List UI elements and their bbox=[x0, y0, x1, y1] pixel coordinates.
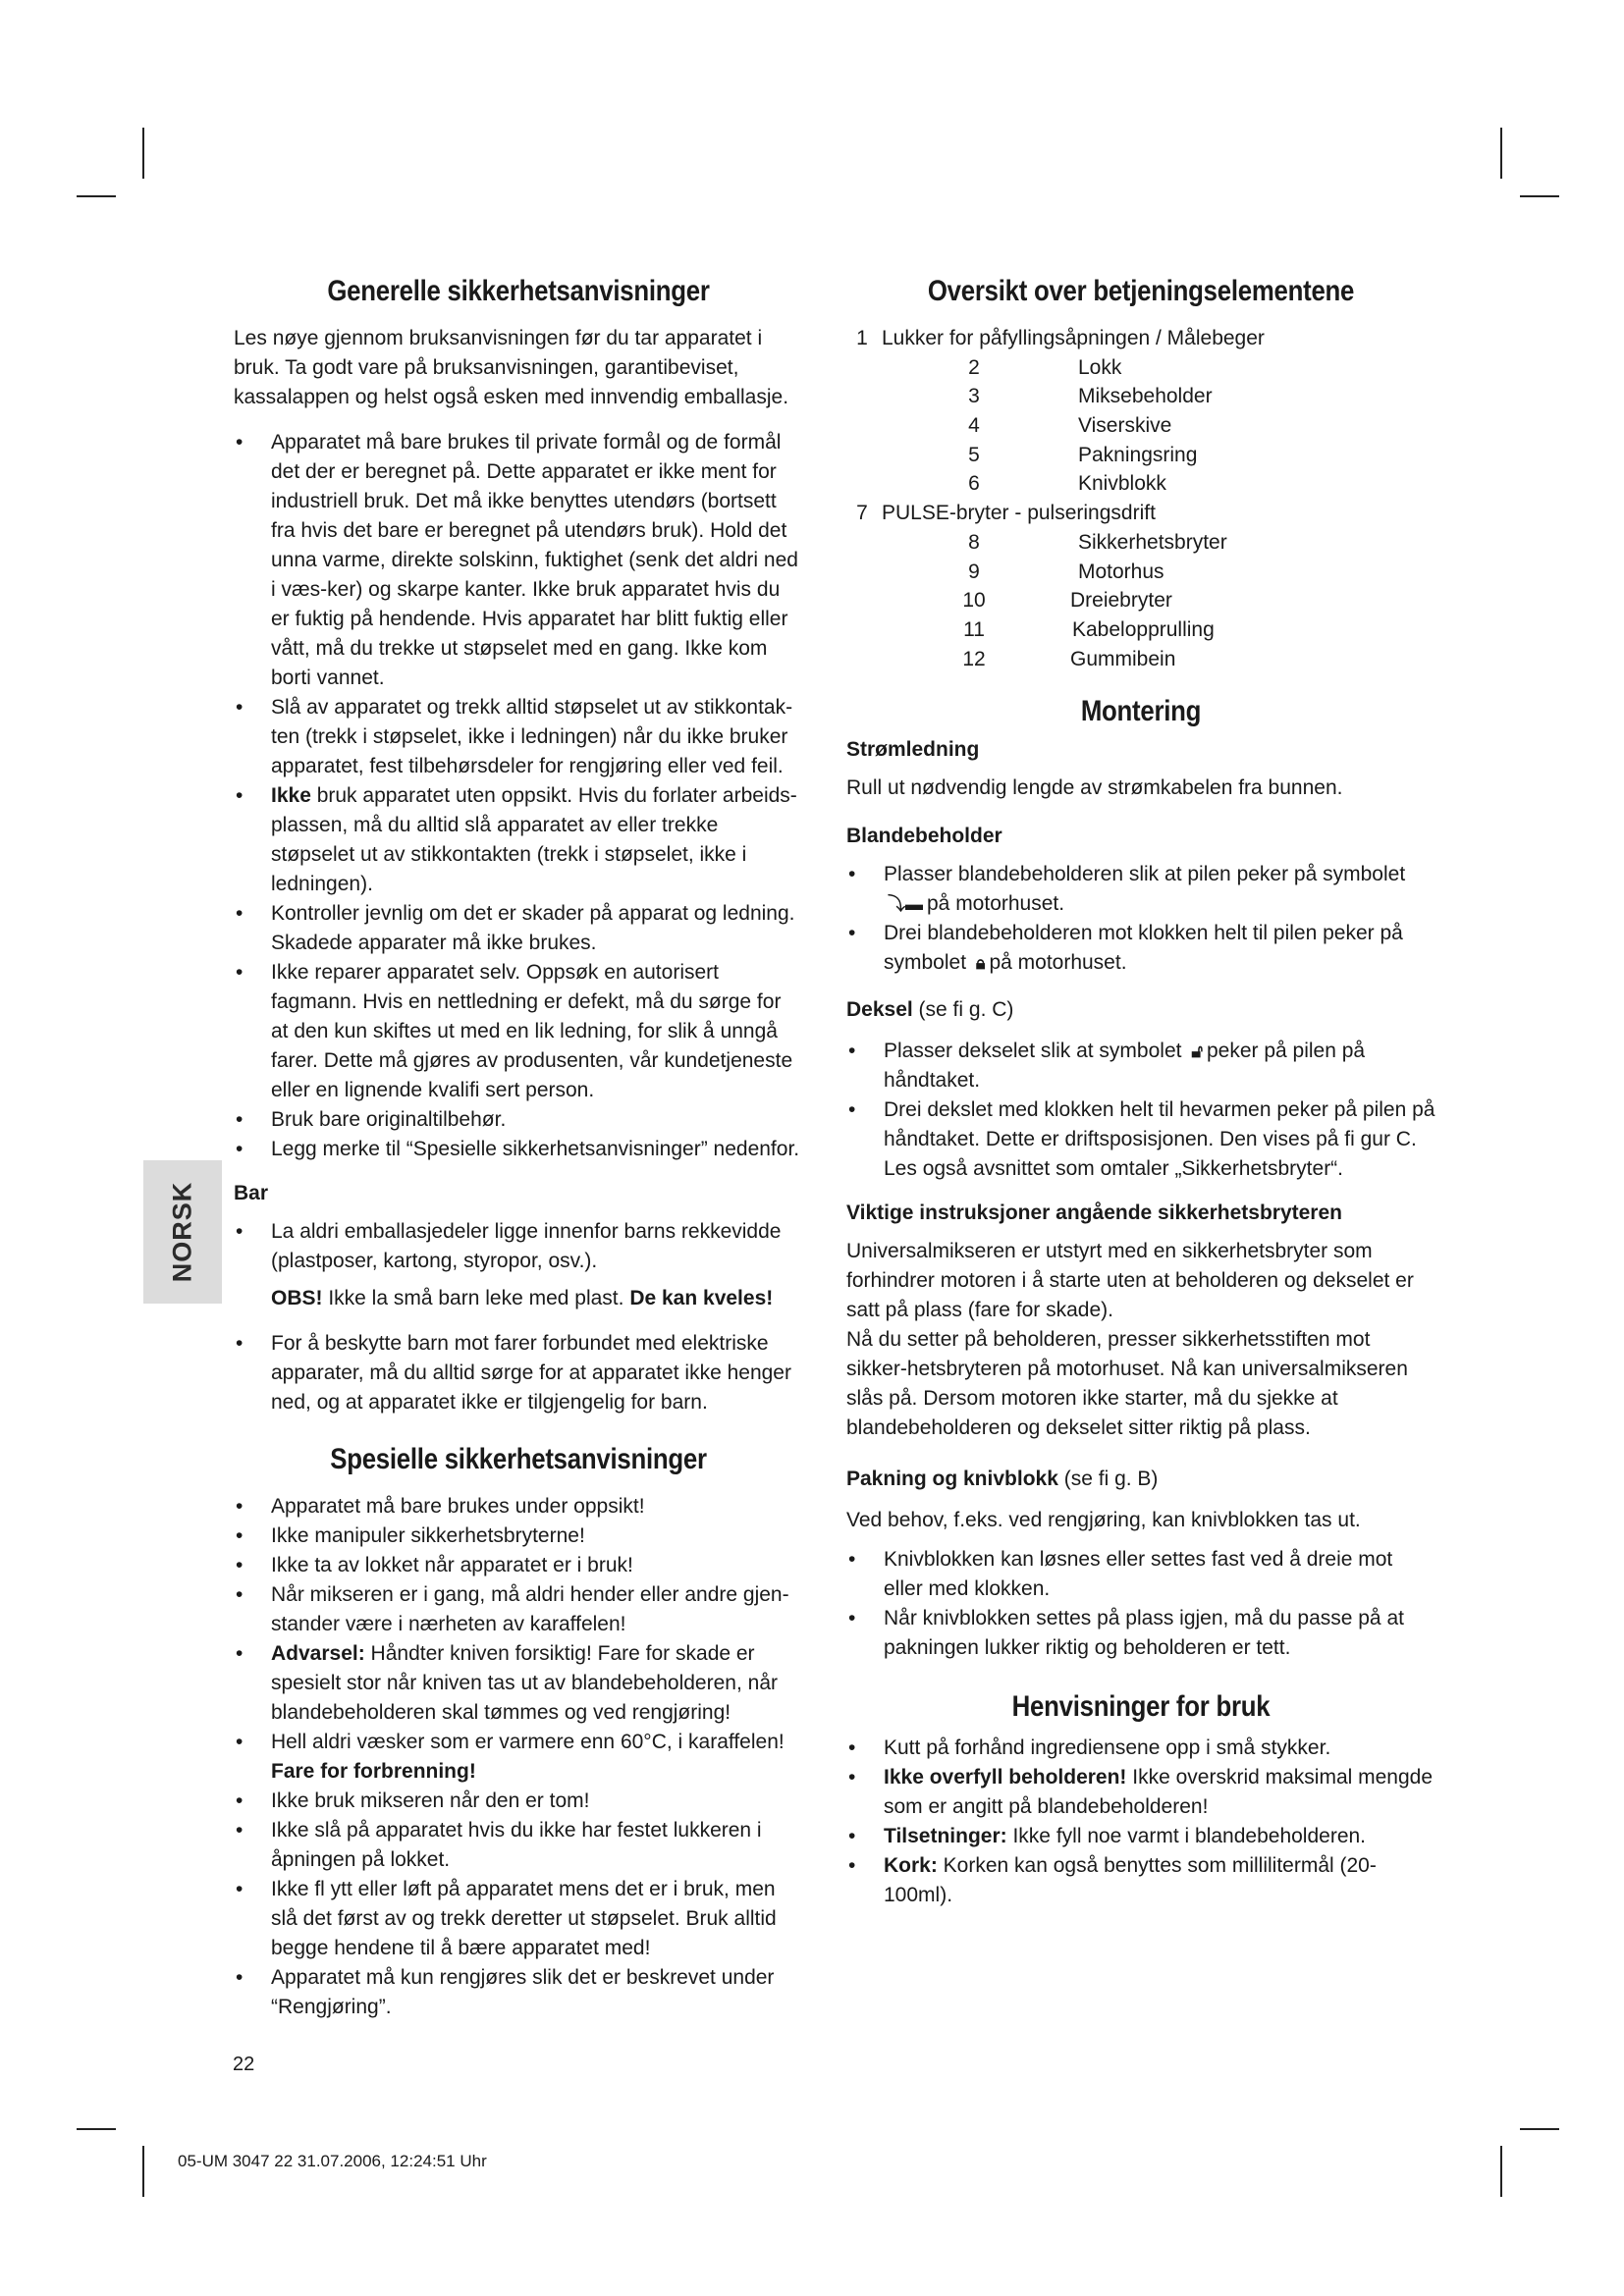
language-tab-label: NORSK bbox=[167, 1181, 197, 1283]
list-item: • Legg merke til “Spesielle sikkerhetsanvisninger” nedenfor. bbox=[234, 1135, 803, 1164]
warning-emphasis: De kan kveles! bbox=[629, 1287, 774, 1309]
power-cord-text: Rull ut nødvendig lengde av strømkabelen fra bunnen. bbox=[846, 776, 1343, 800]
overview-item bbox=[846, 411, 1435, 441]
crop-mark bbox=[142, 2146, 144, 2197]
list-item: • Når mikseren er i gang, må aldri hender eller andre gjen-stander være i nærheten av karaffelen! bbox=[234, 1580, 803, 1639]
list-item-text: Plasser blandebeholderen slik at pilen peker på symbolet bbox=[884, 863, 1406, 886]
seal-heading: Pakning og knivblokk bbox=[846, 1468, 1058, 1491]
list-item bbox=[234, 1639, 803, 1728]
list-item: • Kutt på forhånd ingrediensene opp i små stykker. bbox=[846, 1734, 1435, 1763]
list-item bbox=[846, 860, 1435, 919]
item-label: Sikkerhetsbryter bbox=[1078, 530, 1227, 554]
list-item-text: peker på pilen på håndtaket. bbox=[884, 1040, 1366, 1093]
lid-heading-line bbox=[846, 995, 1435, 1025]
children-warning bbox=[234, 1284, 803, 1313]
right-column bbox=[846, 275, 1435, 1928]
container-list bbox=[846, 860, 1435, 978]
lock-symbol-icon: ⤵▬ bbox=[888, 894, 923, 915]
item-number: 8 bbox=[968, 530, 980, 554]
left-column bbox=[234, 275, 803, 2040]
overview-item bbox=[846, 615, 1435, 645]
list-item: • Ikke slå på apparatet hvis du ikke har festet lukkeren i åpningen på lokket. bbox=[234, 1816, 803, 1875]
lid-list bbox=[846, 1037, 1435, 1184]
crop-mark bbox=[1520, 2128, 1559, 2130]
overview-item bbox=[846, 528, 1435, 558]
page-number: 22 bbox=[233, 2054, 255, 2075]
list-item: • Ikke reparer apparatet selv. Oppsøk en autorisert fagmann. Hvis en nettledning er defekt, må du sørge for at den kun skiftes ut med en lik ledning, for slik å unngå farer. Dette må gjøres av produsenten, vår kundetjeneste eller en lignende kvalifi sert person. bbox=[234, 958, 803, 1105]
children-list bbox=[234, 1217, 803, 1276]
list-item: • Ikke fl ytt eller løft på apparatet mens det er i bruk, men slå det først av og trekk deretter ut støpselet. Bruk alltid begge hendene til å bære apparatet med! bbox=[234, 1875, 803, 1963]
list-item-text: Hell aldri væsker som er varmere enn 60°C, i karaffelen! bbox=[271, 1731, 785, 1753]
list-item: • Apparatet må kun rengjøres slik det er beskrevet under “Rengjøring”. bbox=[234, 1963, 803, 2022]
item-number: 4 bbox=[968, 414, 980, 438]
item-label: PULSE-bryter - pulseringsdrift bbox=[882, 502, 1156, 525]
list-item-text: Drei blandebeholderen mot klokken helt til pilen peker på symbolet bbox=[884, 922, 1403, 975]
list-item bbox=[846, 919, 1435, 978]
crop-mark bbox=[1520, 195, 1559, 197]
usage-list bbox=[846, 1734, 1435, 1910]
warning-text: Ikke la små barn leke med plast. bbox=[322, 1287, 630, 1309]
item-number: 5 bbox=[968, 443, 980, 466]
emphasis: Kork: bbox=[884, 1854, 938, 1878]
overview-item bbox=[846, 469, 1435, 499]
safety-switch-heading: Viktige instruksjoner angående sikkerhetsbryteren bbox=[846, 1201, 1342, 1225]
item-number: 10 bbox=[962, 589, 986, 613]
lid-symbol-icon: 🔓︎ bbox=[1191, 1041, 1203, 1062]
list-item bbox=[846, 1851, 1435, 1910]
item-number: 7 bbox=[856, 502, 868, 525]
emphasis: Ikke overfyll beholderen! bbox=[884, 1766, 1127, 1789]
list-item bbox=[846, 1822, 1435, 1851]
emphasis: Fare for forbrenning! bbox=[271, 1760, 476, 1783]
item-number: 6 bbox=[968, 472, 980, 496]
emphasis: Advarsel: bbox=[271, 1642, 365, 1665]
item-label: Kabelopprulling bbox=[1072, 617, 1215, 641]
overview-item bbox=[846, 586, 1435, 615]
general-safety-title: Generelle sikkerhetsanvisninger bbox=[327, 275, 710, 307]
list-item-text: Plasser dekselet slik at symbolet bbox=[884, 1040, 1182, 1063]
list-item: • La aldri emballasjedeler ligge innenfor barns rekkevidde (plastposer, kartong, styropor, osv.). bbox=[234, 1217, 803, 1276]
seal-text: Ved behov, f.eks. ved rengjøring, kan knivblokken tas ut. bbox=[846, 1509, 1361, 1532]
list-item: • Ikke ta av lokket når apparatet er i bruk! bbox=[234, 1551, 803, 1580]
general-intro: Les nøye gjennom bruksanvisningen før du tar apparatet i bruk. Ta godt vare på bruksanvisningen, garantibeviset, kassalappen og helst også esken med innvendig emballasje. bbox=[234, 327, 789, 408]
overview-title: Oversikt over betjeningselementene bbox=[927, 275, 1355, 307]
list-item: • Knivblokken kan løsnes eller settes fast ved å dreie mot eller med klokken. bbox=[846, 1545, 1435, 1604]
seal-list bbox=[846, 1545, 1435, 1663]
power-cord-heading: Strømledning bbox=[846, 738, 980, 762]
overview-item bbox=[846, 499, 1435, 528]
safety-switch-text-2: Nå du setter på beholderen, presser sikkerhetsstiften mot sikker-hetsbryteren på motorhuset. Nå kan universalmikseren slås på. Dersom motoren ikke starter, må du sjekke at blandebeholderen og dekselet sitter riktig på plass. bbox=[846, 1328, 1408, 1440]
overview-list bbox=[846, 324, 1435, 673]
general-safety-list bbox=[234, 428, 803, 1164]
overview-item bbox=[846, 353, 1435, 383]
overview-item bbox=[846, 645, 1435, 674]
crop-mark bbox=[77, 195, 116, 197]
crop-mark bbox=[1500, 128, 1502, 179]
mounting-title: Montering bbox=[1080, 695, 1202, 728]
overview-item bbox=[846, 382, 1435, 411]
list-item: • Apparatet må bare brukes til private formål og de formål det der er beregnet på. Dette apparatet er ikke ment for industriell bruk. Det må ikke benyttes utendørs (bortsett fra hvis det bare er beregnet på utendørs bruk). Hold det unna varme, direkte solskinn, fuktighet (senk det aldri ned i væs-ker) og skarpe kanter. Ikke bruk apparatet hvis du er fuktig på hendende. Hvis apparatet har blitt fuktig eller vått, må du trekke ut støpselet med en gang. Ikke kom borti vannet. bbox=[234, 428, 803, 693]
list-item bbox=[234, 1728, 803, 1787]
item-label: Miksebeholder bbox=[1078, 385, 1213, 408]
locked-symbol-icon: 🔒︎ bbox=[975, 953, 986, 974]
item-label: Motorhus bbox=[1078, 560, 1164, 583]
list-item: • Ikke manipuler sikkerhetsbryterne! bbox=[234, 1522, 803, 1551]
item-label: Dreiebryter bbox=[1070, 589, 1172, 613]
crop-mark bbox=[142, 128, 144, 179]
item-number: 1 bbox=[856, 327, 868, 349]
crop-mark bbox=[1500, 2146, 1502, 2197]
item-number: 2 bbox=[968, 355, 980, 379]
children-list-2 bbox=[234, 1329, 803, 1417]
item-label: Knivblokk bbox=[1078, 472, 1166, 496]
list-item-text: på motorhuset. bbox=[927, 892, 1065, 916]
list-item-text: Ikke overskrid maksimal mengde som er angitt på blandebeholderen! bbox=[884, 1766, 1434, 1819]
item-number: 11 bbox=[963, 617, 985, 641]
item-label: Lokk bbox=[1078, 355, 1122, 379]
special-safety-title: Spesielle sikkerhetsanvisninger bbox=[330, 1443, 707, 1475]
overview-item bbox=[846, 324, 1435, 353]
overview-item bbox=[846, 441, 1435, 470]
list-item-text: Håndter kniven forsiktig! Fare for skade er spesielt stor når kniven tas ut av blandebeholderen, når blandebeholderen skal tømmes og ved rengjøring! bbox=[271, 1642, 778, 1724]
list-item: • Drei dekslet med klokken helt til hevarmen peker på pilen på håndtaket. Dette er driftsposisjonen. Den vises på fi gur C. Les også avsnittet som omtaler „Sikkerhetsbryter“. bbox=[846, 1095, 1435, 1184]
container-heading: Blandebeholder bbox=[846, 825, 1002, 848]
safety-switch-text-1: Universalmikseren er utstyrt med en sikkerhetsbryter som forhindrer motoren i å starte uten at beholderen og dekselet er satt på plass (fare for skade). bbox=[846, 1240, 1414, 1322]
warning-label: OBS! bbox=[271, 1287, 323, 1309]
list-item-text: Korken kan også benyttes som millilitermål (20-100ml). bbox=[884, 1854, 1377, 1907]
list-item bbox=[846, 1037, 1435, 1095]
list-item-text: på motorhuset. bbox=[989, 951, 1127, 975]
overview-item bbox=[846, 558, 1435, 587]
emphasis: Tilsetninger: bbox=[884, 1825, 1007, 1848]
figure-reference: (se fi g. C) bbox=[912, 998, 1014, 1022]
figure-reference: (se fi g. B) bbox=[1057, 1468, 1159, 1491]
special-safety-list bbox=[234, 1492, 803, 2022]
crop-mark bbox=[77, 2128, 116, 2130]
usage-title: Henvisninger for bruk bbox=[1011, 1690, 1271, 1724]
list-item bbox=[846, 1763, 1435, 1822]
lid-heading: Deksel bbox=[846, 998, 913, 1022]
list-item: • Bruk bare originaltilbehør. bbox=[234, 1105, 803, 1135]
item-label: Gummibein bbox=[1070, 647, 1176, 670]
list-item-text: Ikke fyll noe varmt i blandebeholderen. bbox=[1006, 1825, 1367, 1848]
list-item: • Når knivblokken settes på plass igjen, må du passe på at pakningen lukker riktig og beholderen er tett. bbox=[846, 1604, 1435, 1663]
item-label: Lukker for påfyllingsåpningen / Målebeger bbox=[882, 327, 1265, 349]
item-number: 3 bbox=[968, 385, 980, 408]
list-item: • Slå av apparatet og trekk alltid støpselet ut av stikkontak-ten (trekk i støpselet, ikke i ledningen) når du ikke bruker apparatet, fest tilbehørsdeler for rengjøring eller ved feil. bbox=[234, 693, 803, 781]
list-item: • Kontroller jevnlig om det er skader på apparat og ledning. Skadede apparater må ikke brukes. bbox=[234, 899, 803, 958]
item-number: 12 bbox=[962, 647, 986, 670]
item-number: 9 bbox=[968, 560, 980, 583]
seal-heading-line bbox=[846, 1465, 1435, 1494]
print-info: 05-UM 3047 22 31.07.2006, 12:24:51 Uhr bbox=[178, 2152, 487, 2170]
language-tab bbox=[143, 1160, 222, 1304]
list-item bbox=[234, 781, 803, 899]
list-item-text: bruk apparatet uten oppsikt. Hvis du forlater arbeids-plassen, må du alltid slå apparatet av eller trekke støpselet ut av stikkontakten (trekk i støpselet, ikke i ledningen). bbox=[271, 784, 797, 895]
list-item: • Apparatet må bare brukes under oppsikt! bbox=[234, 1492, 803, 1522]
children-heading: Bar bbox=[234, 1182, 269, 1204]
item-label: Viserskive bbox=[1078, 414, 1172, 438]
list-item: • Ikke bruk mikseren når den er tom! bbox=[234, 1787, 803, 1816]
emphasis: Ikke bbox=[271, 784, 311, 807]
item-label: Pakningsring bbox=[1078, 443, 1198, 466]
list-item: • For å beskytte barn mot farer forbundet med elektriske apparater, må du alltid sørge for at apparatet ikke henger ned, og at apparatet ikke er tilgjengelig for barn. bbox=[234, 1329, 803, 1417]
